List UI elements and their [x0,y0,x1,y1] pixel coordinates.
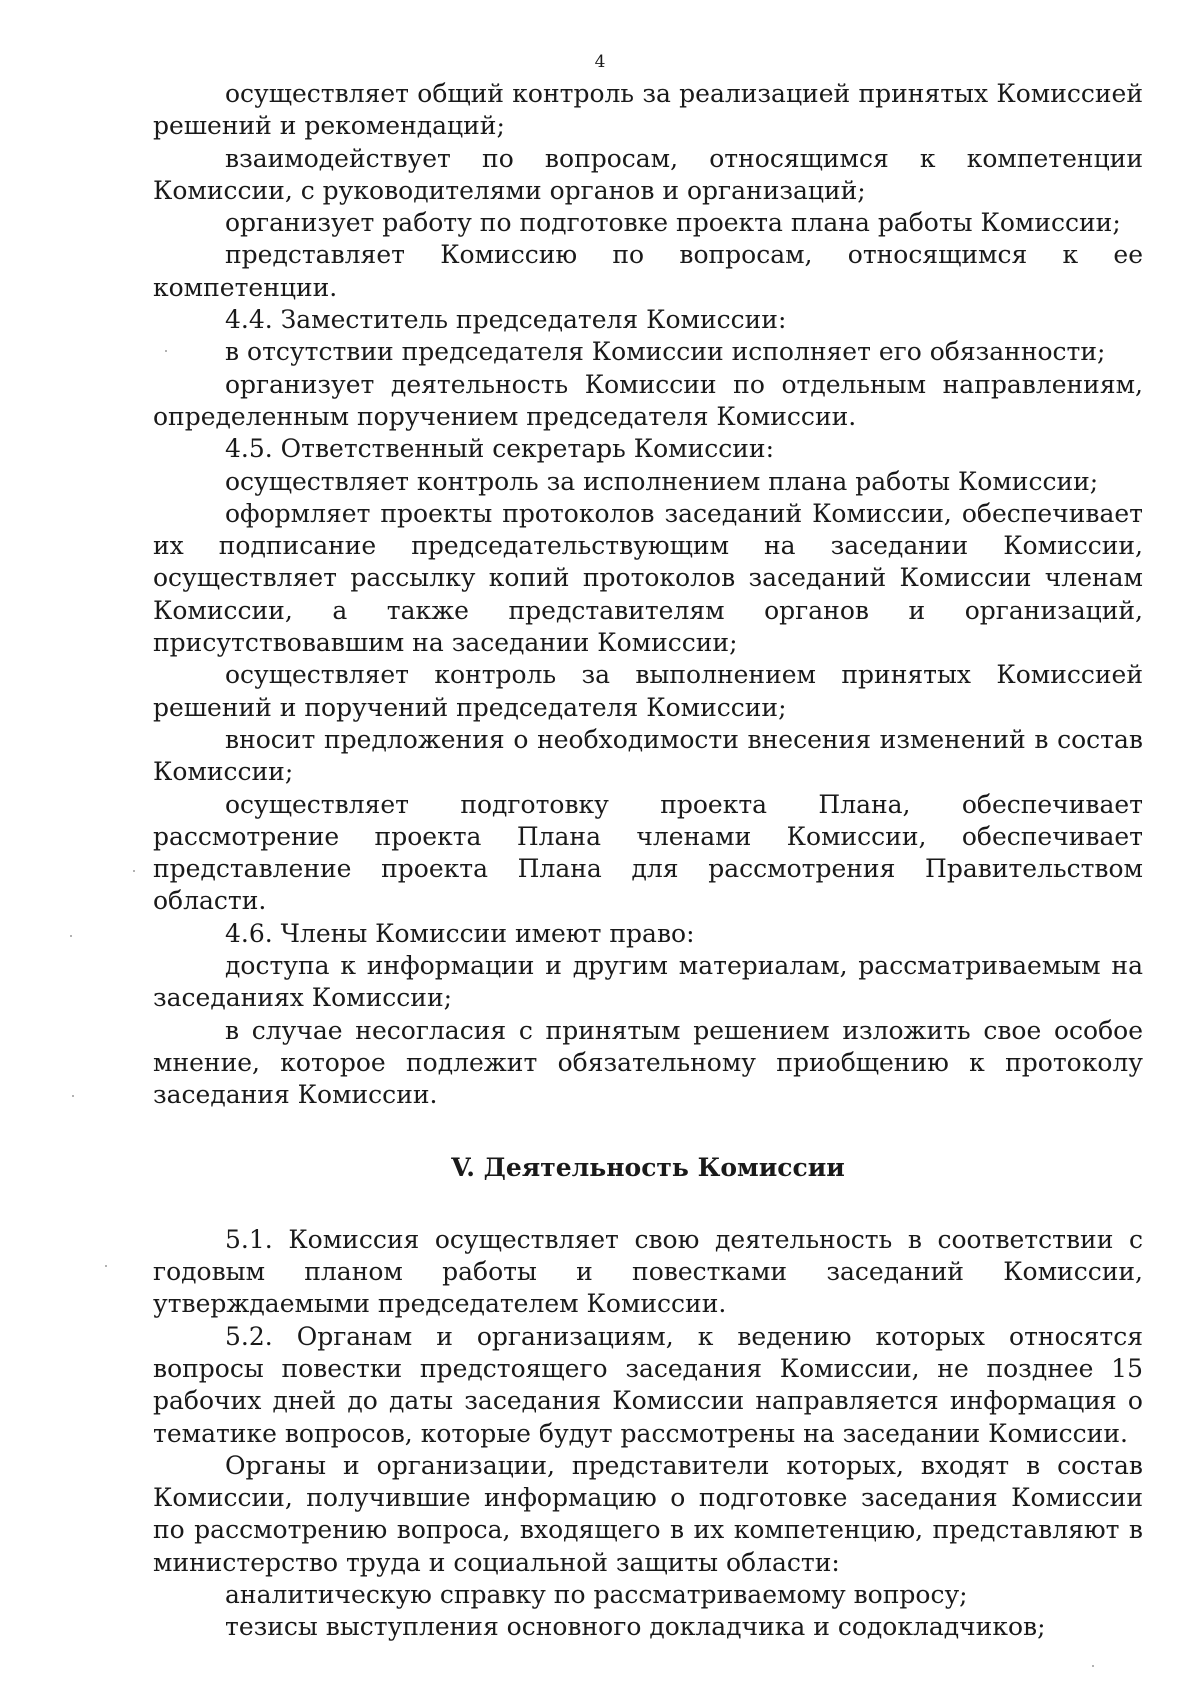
scan-speck [165,350,167,352]
paragraph: представляет Комиссию по вопросам, относящимся к ее компетенции. [153,240,1143,302]
paragraph: аналитическую справку по рассматриваемому вопросу; [225,1580,968,1610]
clause-5-2: 5.2. Органам и организациям, к ведению которых относятся вопросы повестки предстоящего заседания Комиссии, не позднее 15 рабочих дней до даты заседания Комиссии направляется информация о тематике вопросов, которые будут рассмотрены на заседании Комиссии. [153,1321,1143,1448]
clause-heading-4-6: 4.6. Члены Комиссии имеют право: [225,918,695,948]
paragraph: взаимодействует по вопросам, относящимся к компетенции Комиссии, с руководителями органов и организаций; [153,143,1143,205]
clause-heading-4-5: 4.5. Ответственный секретарь Комиссии: [225,434,774,464]
scan-speck [72,1095,74,1097]
paragraph: оформляет проекты протоколов заседаний Комиссии, обеспечивает их подписание председательствующим на заседании Комиссии, осуществляет рассылку копий протоколов заседаний Комиссии членам Комиссии, а также представителям органов и организаций, присутствовавшим на заседании Комиссии; [153,498,1143,658]
paragraph: Органы и организации, представители которых, входят в состав Комиссии, получившие информацию о подготовке заседания Комиссии по рассмотрению вопроса, входящего в их компетенцию, представляют в министерство труда и социальной защиты области: [153,1450,1143,1577]
scan-speck [133,870,135,872]
document-body [153,78,1143,1644]
paragraph: вносит предложения о необходимости внесения изменений в состав Комиссии; [153,724,1143,787]
paragraph: осуществляет контроль за выполнением принятых Комиссией решений и поручений председателя Комиссии; [153,660,1143,722]
section-heading: V. Деятельность Комиссии [451,1152,845,1182]
paragraph: осуществляет общий контроль за реализацией принятых Комиссией решений и рекомендаций; [153,79,1143,141]
scan-speck [1092,1665,1094,1667]
scan-speck [70,935,72,937]
paragraph: в случае несогласия с принятым решением изложить свое особое мнение, которое подлежит обязательному приобщению к протоколу заседания Комиссии. [153,1015,1143,1110]
paragraph: тезисы выступления основного докладчика и содокладчиков; [225,1612,1046,1642]
paragraph: осуществляет подготовку проекта Плана, обеспечивает рассмотрение проекта Плана членами Комиссии, обеспечивает представление проекта Плана для рассмотрения Правительством области. [153,789,1143,916]
scan-speck [105,1265,107,1267]
paragraph: организует деятельность Комиссии по отдельным направлениям, определенным поручением председателя Комиссии. [153,369,1143,431]
page-number: 4 [594,52,606,72]
paragraph: в отсутствии председателя Комиссии исполняет его обязанности; [225,337,1106,367]
paragraph: доступа к информации и другим материалам, рассматриваемым на заседаниях Комиссии; [153,951,1143,1013]
paragraph: осуществляет контроль за исполнением плана работы Комиссии; [225,466,1099,496]
clause-heading-4-4: 4.4. Заместитель председателя Комиссии: [225,305,787,335]
paragraph: организует работу по подготовке проекта плана работы Комиссии; [225,208,1121,238]
clause-5-1: 5.1. Комиссия осуществляет свою деятельность в соответствии с годовым планом работы и повестками заседаний Комиссии, утверждаемыми председателем Комиссии. [153,1224,1143,1319]
